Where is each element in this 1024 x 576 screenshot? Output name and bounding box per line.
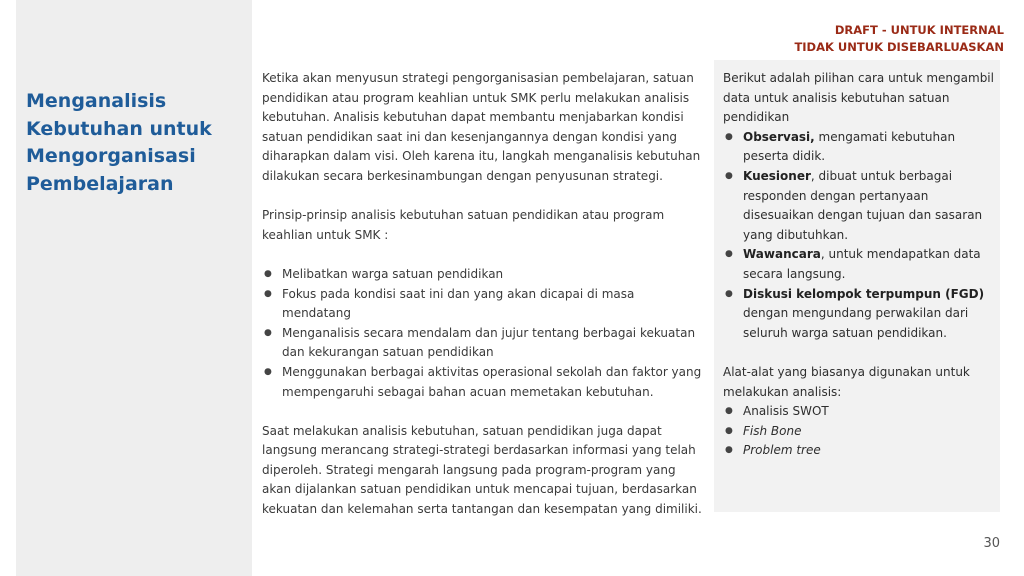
principles-heading: Prinsip-prinsip analisis kebutuhan satuan pendidikan atau program keahlian untuk SMK : [262,208,665,242]
closing-paragraph: Saat melakukan analisis kebutuhan, satuan pendidikan juga dapat langsung merancang strategi-strategi berdasarkan informasi yang telah diperoleh. Strategi mengarah langsung pada program-program yang akan dijalankan satuan pendidikan untuk mencapai tujuan, berdasarkan kekuatan dan kelemahan serta tantangan dan kesempatan yang dimiliki. [262,423,702,517]
box-intro: Berikut adalah pilihan cara untuk mengambil data untuk analisis kebutuhan satuan pendidikan [723,71,994,125]
method-item [723,128,998,167]
tool-item: ● Analisis SWOT [723,402,998,422]
method-term: Diskusi kelompok terpumpun (FGD) [743,286,985,301]
method-term: Wawancara [743,247,821,262]
slide-title: Menganalisis Kebutuhan untuk Mengorganisasi Pembelajaran [26,90,212,195]
method-desc: mengamati kebutuhan peserta didik. [743,129,956,164]
method-term: Kuesioner [743,168,811,183]
method-desc: dengan mengundang perwakilan dari seluruh warga satuan pendidikan. [743,306,969,340]
draft-notice-line-1: DRAFT - UNTUK INTERNAL [834,23,1004,37]
main-text-column [262,69,702,520]
page-number: 30 [983,536,1000,551]
principle-item: ● Menganalisis secara mendalam dan jujur tentang berbagai kekuatan dan kekurangan satuan pendidikan [262,324,702,363]
data-collection-content [723,69,998,461]
method-item [723,285,998,344]
tool-item [723,422,998,442]
draft-notice-line-2: TIDAK UNTUK DISEBARLUASKAN [794,40,1004,54]
draft-notice [794,22,1004,56]
data-collection-box [714,60,1000,512]
principle-item: ● Menggunakan berbagai aktivitas operasional sekolah dan faktor yang mempengaruhi sebagai bahan acuan memetakan kebutuhan. [262,363,702,402]
method-term: Observasi, [743,129,815,144]
tool-item-text: Fish Bone [743,423,802,438]
tool-item-text: Problem tree [743,443,821,458]
principle-item: ● Melibatkan warga satuan pendidikan [262,265,702,285]
method-desc: , untuk mendapatkan data secara langsung. [743,247,981,281]
method-desc: , dibuat untuk berbagai responden dengan pertanyaan disesuaikan dengan tujuan dan sasaran yang dibutuhkan. [743,168,983,242]
spacer [262,402,702,422]
title-sidebar [16,0,252,576]
method-item [723,245,998,284]
spacer [262,187,702,207]
intro-paragraph: Ketika akan menyusun strategi pengorganisasian pembelajaran, satuan pendidikan atau program keahlian untuk SMK perlu melakukan analisis kebutuhan. Analisis kebutuhan dapat membantu menjabarkan kondisi satuan pendidikan saat ini dan kesenjangannya dengan kondisi yang diharapkan dalam visi. Oleh karena itu, langkah menganalisis kebutuhan dilakukan secara berkesinambungan dengan penyusunan strategi. [262,71,701,183]
principle-item: ● Fokus pada kondisi saat ini dan yang akan dicapai di masa mendatang [262,285,702,324]
tool-item [723,441,998,461]
spacer [723,343,998,363]
spacer [262,245,702,265]
method-item [723,167,998,245]
principles-list [262,265,702,402]
tools-list [723,402,998,461]
tools-heading: Alat-alat yang biasanya digunakan untuk melakukan analisis: [723,364,970,399]
methods-list [723,128,998,344]
